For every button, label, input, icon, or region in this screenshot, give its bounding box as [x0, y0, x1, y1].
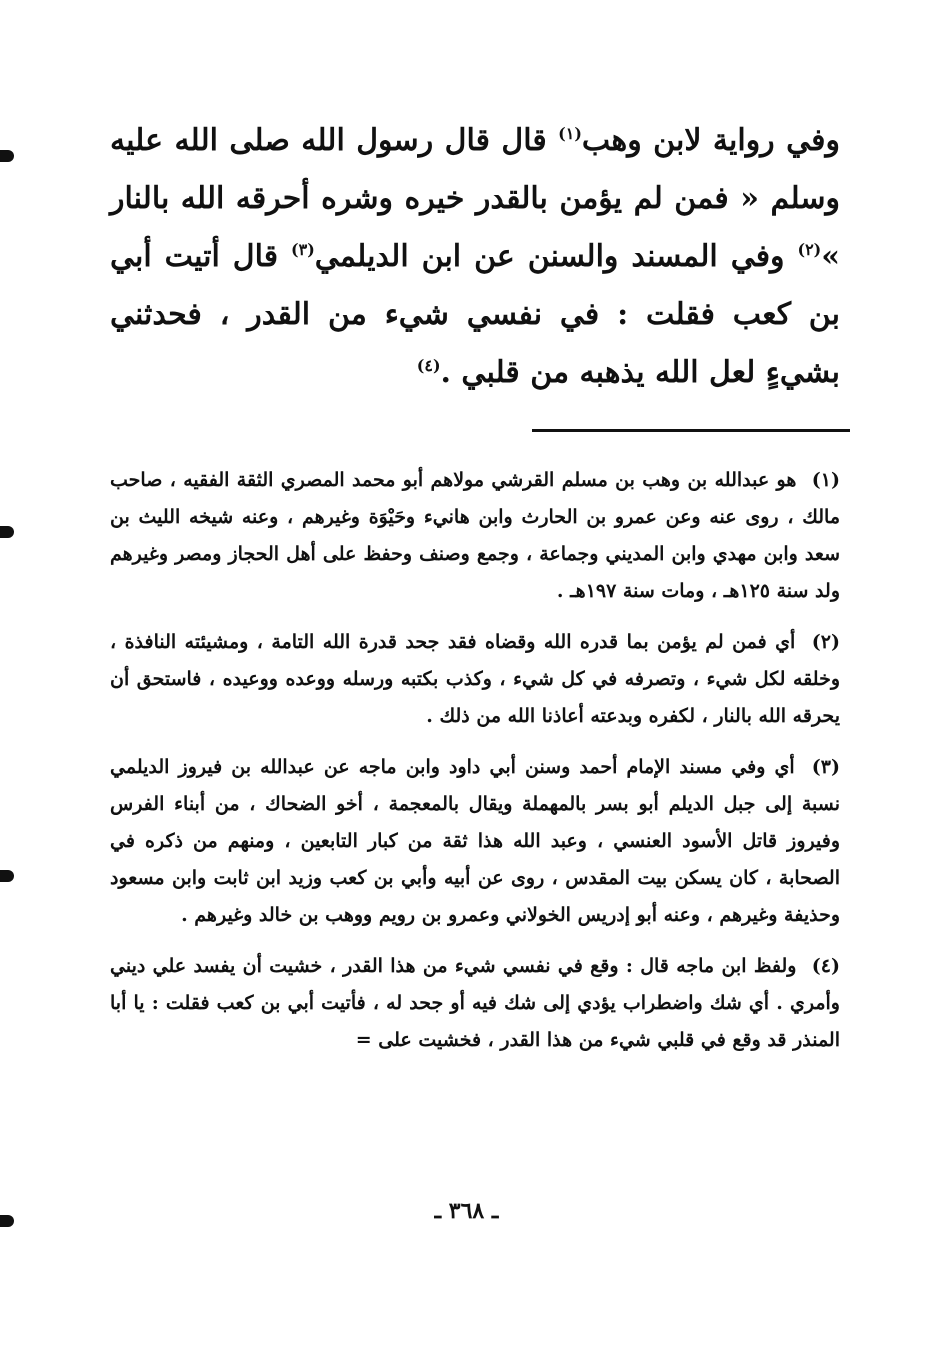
footnote	[110, 462, 840, 610]
footnote-text: ولفظ ابن ماجه قال : وقع في نفسي شيء من هذا القدر ، خشيت أن يفسد علي ديني وأمري . أي شك واضطراب يؤدي إلى شك فيه أو جحد له ، فأتيت أبي بن كعب فقلت : يا أبا المنذر قد وقع في قلبي شيء من هذا القدر ، فخشيت على =	[110, 955, 840, 1051]
margin-mark	[0, 870, 14, 882]
footnote-ref: (٤)	[416, 356, 441, 375]
footnote-number: (١)	[811, 469, 840, 491]
page-number: ـ ٣٦٨ ـ	[434, 1198, 499, 1224]
main-text-segment: وفي المسند والسنن عن ابن الديلمي	[314, 239, 785, 274]
footnote-text: أي فمن لم يؤمن بما قدره الله وقضاه فقد جحد قدرة الله التامة ، ومشيئته النافذة ، وخلقه لكل شيء ، وتصرفه في كل شيء ، وكذب بكتبه ورسله ووعده ووعيده ، فاستحق أن يحرقه الله بالنار ، لكفره وبدعته أعاذنا الله من ذلك .	[110, 631, 840, 727]
main-text-segment: قال أتيت أبي بن كعب فقلت : في نفسي شيء من القدر ، فحدثني بشيءٍ لعل الله يذهبه من قلبي .	[110, 239, 840, 390]
footnote-separator	[532, 429, 850, 432]
footnote	[110, 749, 840, 934]
margin-mark	[0, 150, 14, 162]
footnote	[110, 948, 840, 1059]
main-paragraph	[110, 112, 840, 402]
footnote-ref: (٢)	[797, 240, 822, 259]
footnote-ref: (٣)	[291, 240, 315, 259]
footnote	[110, 624, 840, 735]
footnote-number: (٣)	[811, 756, 840, 778]
footnote-text: هو عبدالله بن وهب بن مسلم القرشي مولاهم أبو محمد المصري الثقة الفقيه ، صاحب مالك ، روى عنه وعن عمرو بن الحارث وابن هانيء وحَيْوَة وغيرهم ، وعنه شيخه الليث بن سعد وابن مهدي وابن المديني وجماعة ، وجمع وصنف وحفظ على أهل الحجاز ومصر وغيرهم ولد سنة ١٢٥هـ ، ومات سنة ١٩٧هـ .	[110, 469, 840, 602]
footnote-ref: (١)	[558, 124, 582, 143]
footnote-number: (٢)	[811, 631, 840, 653]
footnote-text: أي وفي مسند الإمام أحمد وسنن أبي داود وابن ماجه عن عبدالله بن فيروز الديلمي نسبة إلى جبل الديلم أبو بسر بالمهملة ويقال بالمعجمة ، أخو الضحاك ، من أبناء الفرس وفيروز قاتل الأسود العنسي ، وعبد الله هذا ثقة من كبار التابعين ، ومنهم من ذكره في الصحابة ، كان يسكن بيت المقدس ، روى عن أبيه وأبي بن كعب وزيد ابن ثابت وابن مسعود وحذيفة وغيرهم ، وعنه أبو إدريس الخولاني وعمرو بن رويم ووهب بن خالد وغيرهم .	[110, 756, 840, 926]
footnote-number: (٤)	[811, 955, 840, 977]
footnotes	[110, 462, 840, 1073]
main-text	[110, 112, 840, 402]
main-text-segment: وفي رواية لابن وهب	[581, 123, 840, 158]
margin-mark	[0, 526, 14, 538]
main-text-segment: قال قال رسول الله صلى الله عليه وسلم « فمن لم يؤمن بالقدر خيره وشره أحرقه الله بالنار »	[110, 123, 840, 274]
